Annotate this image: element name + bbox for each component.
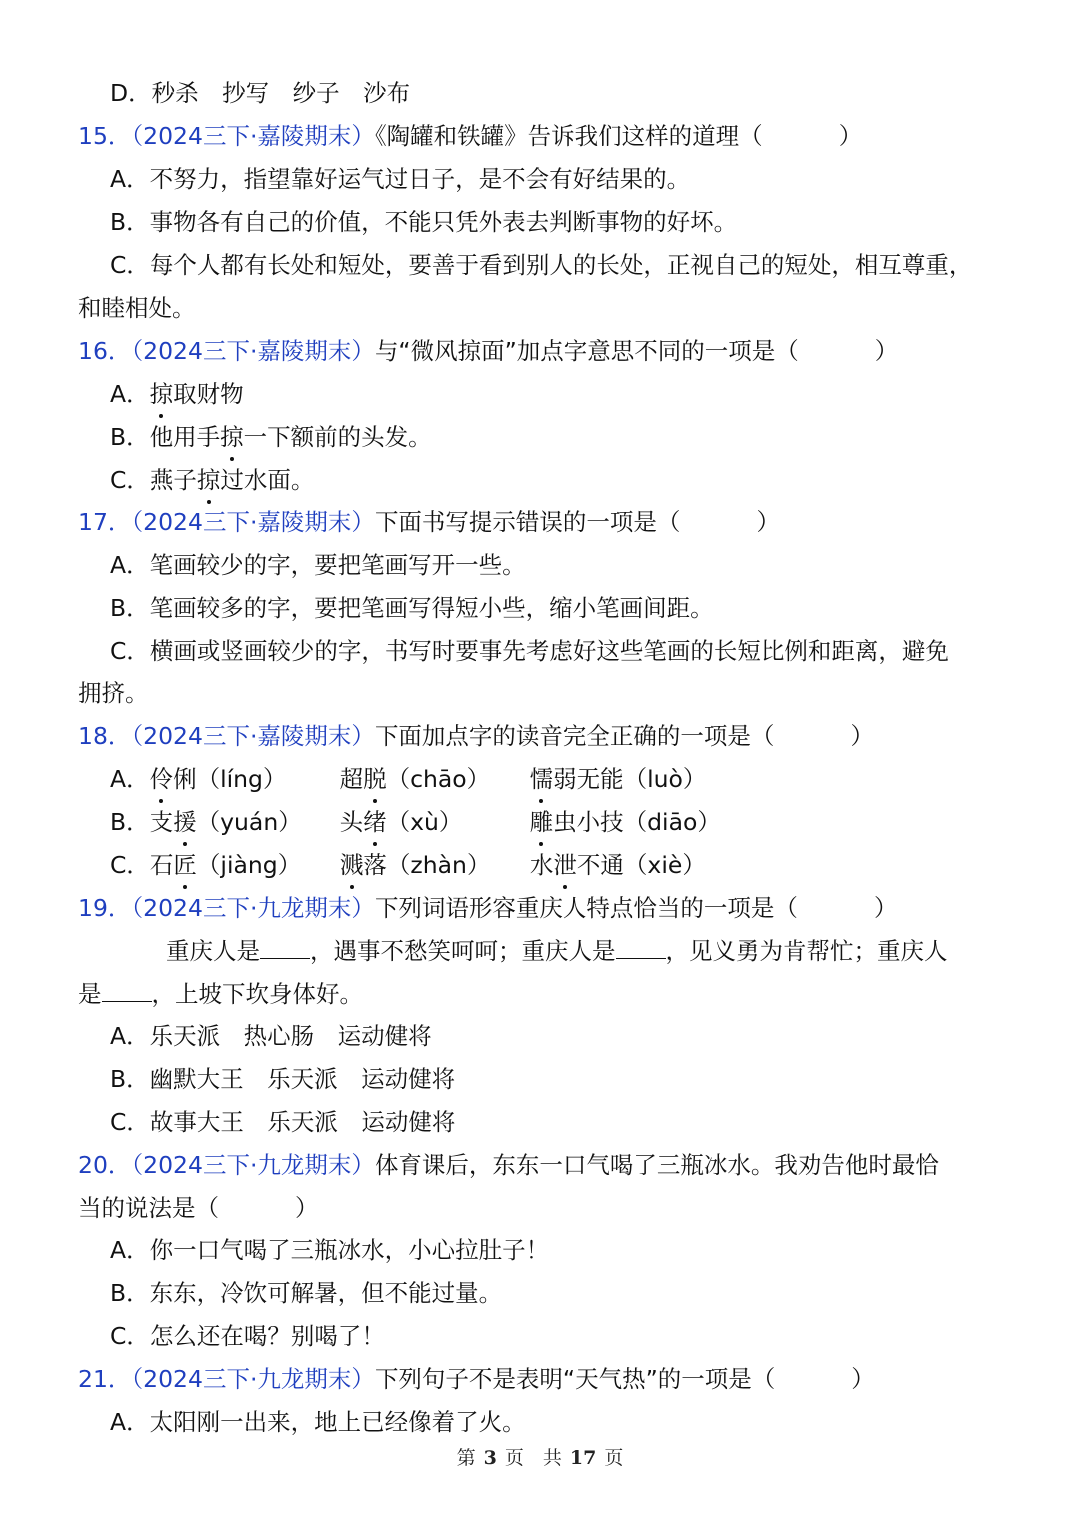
q20-option-b: B．东东，冷饮可解暑，但不能过量。 — [110, 1279, 503, 1307]
dotted-char: 雕 — [530, 801, 554, 844]
q15-option-c-continued: 和睦相处。 — [78, 294, 196, 322]
question-number: 17． — [78, 508, 132, 536]
fill-blank — [616, 936, 666, 959]
q20-option-c: C．怎么还在喝？别喝了！ — [110, 1322, 385, 1350]
q16-option-c: C．燕子掠过水面。 — [0, 459, 1080, 502]
q19-passage-line-1: 重庆人是 ，遇事不愁笑呵呵；重庆人是 ，见义勇为肯帮忙；重庆人 — [166, 937, 948, 965]
question-20 — [0, 1144, 1080, 1187]
question-stem: 《陶罐和铁罐》告诉我们这样的道理（ — [374, 122, 763, 150]
question-stem: 与“微风掠面”加点字意思不同的一项是（ — [374, 337, 799, 365]
question-stem: 体育课后，东东一口气喝了三瓶冰水。我劝告他时最恰 — [374, 1151, 939, 1179]
dotted-char: 掠 — [220, 416, 244, 459]
question-15 — [0, 115, 1080, 158]
q14-option-d: D．秒杀 抄写 纱子 沙布 — [110, 79, 411, 107]
answer-paren-close: ） — [851, 1365, 875, 1393]
dotted-char: 泄 — [553, 844, 577, 887]
fill-blank — [102, 979, 152, 1002]
question-stem: 下列句子不是表明“天气热”的一项是（ — [374, 1365, 776, 1393]
dotted-char: 脱 — [363, 758, 387, 801]
question-stem: 下列词语形容重庆人特点恰当的一项是（ — [374, 894, 798, 922]
question-source: （2024三下·嘉陵期末） — [131, 122, 375, 150]
q18-option-b: B．支援（yuán） 头绪（xù） 雕虫小技（diāo） — [0, 801, 1080, 844]
question-source: （2024三下·九龙期末） — [131, 894, 375, 922]
q18-option-a: A．伶俐（líng） 超脱（chāo） 懦弱无能（luò） — [0, 758, 1080, 801]
question-source: （2024三下·嘉陵期末） — [131, 722, 375, 750]
q19-passage-line-2: 是 ，上坡下坎身体好。 — [78, 980, 363, 1008]
q17-option-c: C．横画或竖画较少的字，书写时要事先考虑好这些笔画的长短比例和距离，避免 — [110, 637, 949, 665]
question-21 — [0, 1358, 1080, 1401]
question-number: 16． — [78, 337, 132, 365]
question-number: 19． — [78, 894, 132, 922]
q19-option-c: C．故事大王 乐天派 运动健将 — [110, 1108, 456, 1136]
question-18 — [0, 715, 1080, 758]
answer-paren-close: ） — [873, 894, 898, 922]
q19-option-a: A．乐天派 热心肠 运动健将 — [110, 1022, 432, 1050]
answer-paren-close: ） — [756, 508, 780, 536]
fill-blank — [260, 936, 310, 959]
q17-option-b: B．笔画较多的字，要把笔画写得短小些，缩小笔画间距。 — [110, 594, 714, 622]
question-number: 15． — [78, 122, 132, 150]
answer-paren-close: ） — [295, 1194, 319, 1222]
dotted-char: 掠 — [150, 373, 174, 416]
q15-option-b: B．事物各有自己的价值，不能只凭外表去判断事物的好坏。 — [110, 208, 738, 236]
q16-option-a: A．掠取财物 — [0, 373, 1080, 416]
question-16 — [0, 330, 1080, 373]
dotted-char: 溅 — [340, 844, 364, 887]
question-17 — [0, 501, 1080, 544]
current-page-number: 3 — [483, 1447, 497, 1469]
q18-option-c: C．石匠（jiàng） 溅落（zhàn） 水泄不通（xiè） — [0, 844, 1080, 887]
answer-paren-close: ） — [874, 337, 899, 365]
dotted-char: 掠 — [197, 459, 221, 502]
question-source: （2024三下·嘉陵期末） — [131, 508, 375, 536]
dotted-char: 懦 — [530, 758, 554, 801]
question-number: 21． — [78, 1365, 132, 1393]
dotted-char: 援 — [173, 801, 197, 844]
question-source: （2024三下·嘉陵期末） — [131, 337, 375, 365]
question-source: （2024三下·九龙期末） — [131, 1365, 375, 1393]
q20-option-a: A．你一口气喝了三瓶冰水，小心拉肚子！ — [110, 1236, 550, 1264]
answer-paren-close: ） — [850, 722, 874, 750]
dotted-char: 绪 — [363, 801, 387, 844]
answer-paren-close: ） — [838, 122, 863, 150]
q15-option-a: A．不努力，指望靠好运气过日子，是不会有好结果的。 — [110, 165, 691, 193]
question-19 — [0, 887, 1080, 930]
question-number: 20． — [78, 1151, 132, 1179]
q17-option-c-continued: 拥挤。 — [78, 679, 149, 707]
q15-option-c: C．每个人都有长处和短处，要善于看到别人的长处，正视自己的短处，相互尊重， — [110, 251, 973, 279]
q17-option-a: A．笔画较少的字，要把笔画写开一些。 — [110, 551, 526, 579]
q21-option-a: A．太阳刚一出来，地上已经像着了火。 — [110, 1408, 526, 1436]
dotted-char: 匠 — [173, 844, 197, 887]
total-page-count: 17 — [569, 1447, 597, 1469]
q19-option-b: B．幽默大王 乐天派 运动健将 — [110, 1065, 456, 1093]
question-stem: 下面书写提示错误的一项是（ — [374, 508, 681, 536]
question-20-continued: 当的说法是（ ） — [78, 1194, 319, 1222]
q16-option-b: B．他用手掠一下额前的头发。 — [0, 416, 1080, 459]
question-stem: 下面加点字的读音完全正确的一项是（ — [374, 722, 775, 750]
page-footer: 第 3 页 共 17 页 — [456, 1447, 624, 1469]
dotted-char: 伶 — [150, 758, 174, 801]
question-source: （2024三下·九龙期末） — [131, 1151, 375, 1179]
question-number: 18． — [78, 722, 132, 750]
